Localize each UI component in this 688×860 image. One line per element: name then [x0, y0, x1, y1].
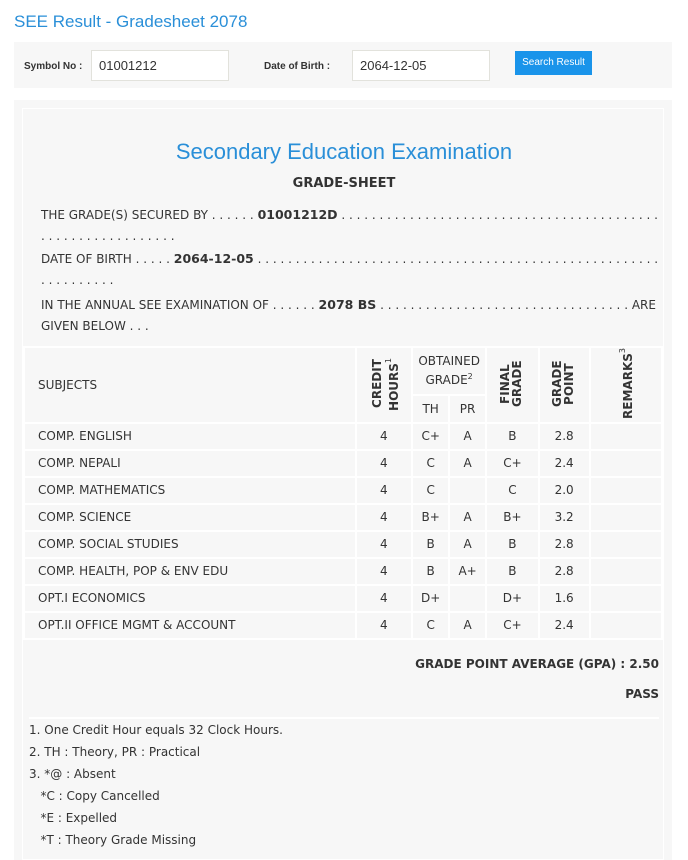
search-result-button[interactable]: Search Result [515, 51, 592, 75]
secured-prefix: THE GRADE(S) SECURED BY . . . . . . [41, 208, 254, 222]
cell-pr [449, 477, 486, 504]
table-row [24, 423, 662, 450]
cell-pr: A [449, 423, 486, 450]
cell-credit: 4 [356, 423, 413, 450]
gpa: GRADE POINT AVERAGE (GPA) : 2.50 [415, 657, 659, 671]
cell-final: C [486, 477, 539, 504]
dots: . . . . . . . . . . . . . . . . . . . . . . . . . . . . . . . . . . . . . . . . . . . . . . . . . . . . . . . . . . . . . . . [41, 252, 659, 287]
table-row [24, 504, 662, 531]
cell-subject: COMP. NEPALI [24, 450, 356, 477]
cell-remarks [590, 612, 662, 639]
dob-input[interactable]: 2064-12-05 [352, 50, 490, 81]
cell-gp: 2.8 [539, 423, 590, 450]
cell-remarks [590, 504, 662, 531]
cell-final: B+ [486, 504, 539, 531]
footnote: *C : Copy Cancelled [29, 789, 160, 803]
cell-pr: A [449, 504, 486, 531]
header-subjects: SUBJECTS [24, 347, 356, 423]
cell-subject: COMP. SOCIAL STUDIES [24, 531, 356, 558]
table-row [24, 558, 662, 585]
cell-th: B+ [412, 504, 449, 531]
cell-final: D+ [486, 585, 539, 612]
cell-gp: 2.8 [539, 531, 590, 558]
dob-value: 2064-12-05 [173, 251, 254, 266]
header-final: FINAL GRADE [486, 347, 539, 423]
cell-th: C [412, 612, 449, 639]
symbol-input[interactable]: 01001212 [91, 50, 229, 81]
search-form [14, 42, 672, 88]
cell-final: C+ [486, 612, 539, 639]
cell-th: B [412, 558, 449, 585]
header-remarks: REMARKS$^3$ [590, 347, 662, 423]
secured-line [33, 204, 663, 247]
footnotes [29, 717, 659, 851]
cell-credit: 4 [356, 612, 413, 639]
footnote: 1. One Credit Hour equals 32 Clock Hours. [29, 723, 283, 737]
cell-credit: 4 [356, 585, 413, 612]
table-row [24, 585, 662, 612]
footnote: 2. TH : Theory, PR : Practical [29, 745, 201, 759]
cell-th: C [412, 477, 449, 504]
table-row [24, 531, 662, 558]
header-pr: PR [449, 395, 486, 423]
cell-subject: COMP. MATHEMATICS [24, 477, 356, 504]
cell-pr [449, 585, 486, 612]
cell-credit: 4 [356, 531, 413, 558]
cell-credit: 4 [356, 477, 413, 504]
header-gp: GRADE POINT [539, 347, 590, 423]
cell-remarks [590, 585, 662, 612]
cell-remarks [590, 450, 662, 477]
cell-subject: COMP. SCIENCE [24, 504, 356, 531]
table-row [24, 450, 662, 477]
cell-final: B [486, 531, 539, 558]
footnote: 3. *@ : Absent [29, 767, 116, 781]
page-title: SEE Result - Gradesheet 2078 [14, 12, 248, 31]
header-obtained: OBTAINED GRADE$^2$ [412, 347, 486, 395]
cell-pr: A+ [449, 558, 486, 585]
footnote: *T : Theory Grade Missing [29, 833, 197, 847]
cell-remarks [590, 423, 662, 450]
dob-prefix: DATE OF BIRTH . . . . . [41, 252, 170, 266]
gradesheet-heading: GRADE-SHEET [292, 176, 396, 191]
cell-subject: COMP. ENGLISH [24, 423, 356, 450]
symbol-label: Symbol No : [24, 61, 83, 72]
cell-gp: 2.0 [539, 477, 590, 504]
cell-final: B [486, 423, 539, 450]
exam-title: Secondary Education Examination [175, 139, 513, 164]
cell-credit: 4 [356, 558, 413, 585]
cell-final: C+ [486, 450, 539, 477]
cell-final: B [486, 558, 539, 585]
table-row [24, 477, 662, 504]
symbol-number: 01001212D [257, 207, 338, 222]
header-credit: CREDIT HOURS$^1$ [356, 347, 413, 423]
cell-remarks [590, 477, 662, 504]
cell-gp: 2.4 [539, 612, 590, 639]
cell-th: D+ [412, 585, 449, 612]
cell-pr: A [449, 612, 486, 639]
cell-gp: 1.6 [539, 585, 590, 612]
cell-credit: 4 [356, 450, 413, 477]
cell-remarks [590, 531, 662, 558]
exam-line [33, 294, 663, 337]
cell-th: C+ [412, 423, 449, 450]
cell-subject: OPT.I ECONOMICS [24, 585, 356, 612]
footnote: *E : Expelled [29, 811, 118, 825]
cell-gp: 2.8 [539, 558, 590, 585]
cell-pr: A [449, 531, 486, 558]
dob-line [33, 248, 663, 291]
cell-subject: COMP. HEALTH, POP & ENV EDU [24, 558, 356, 585]
dob-label: Date of Birth : [264, 61, 331, 72]
cell-gp: 2.4 [539, 450, 590, 477]
cell-gp: 3.2 [539, 504, 590, 531]
table-row [24, 612, 662, 639]
grades-table [23, 346, 663, 640]
cell-th: C [412, 450, 449, 477]
dots: . . . . . . . . . . . . . . . . . . . . . . . . . . . . . . . . . ARE GIVEN BELOW . . . [41, 298, 656, 333]
cell-pr: A [449, 450, 486, 477]
gradesheet-card [14, 100, 672, 860]
cell-th: B [412, 531, 449, 558]
header-th: TH [412, 395, 449, 423]
exam-year: 2078 BS [318, 297, 377, 312]
result-status: PASS [625, 687, 659, 701]
cell-credit: 4 [356, 504, 413, 531]
dots: . . . . . . . . . . . . . . . . . . . . . . . . . . . . . . . . . . . . . . . . . . . . . . . . . . . . . . . . . . . . [41, 208, 658, 243]
cell-remarks [590, 558, 662, 585]
exam-prefix: IN THE ANNUAL SEE EXAMINATION OF . . . . . . [41, 298, 315, 312]
cell-subject: OPT.II OFFICE MGMT & ACCOUNT [24, 612, 356, 639]
